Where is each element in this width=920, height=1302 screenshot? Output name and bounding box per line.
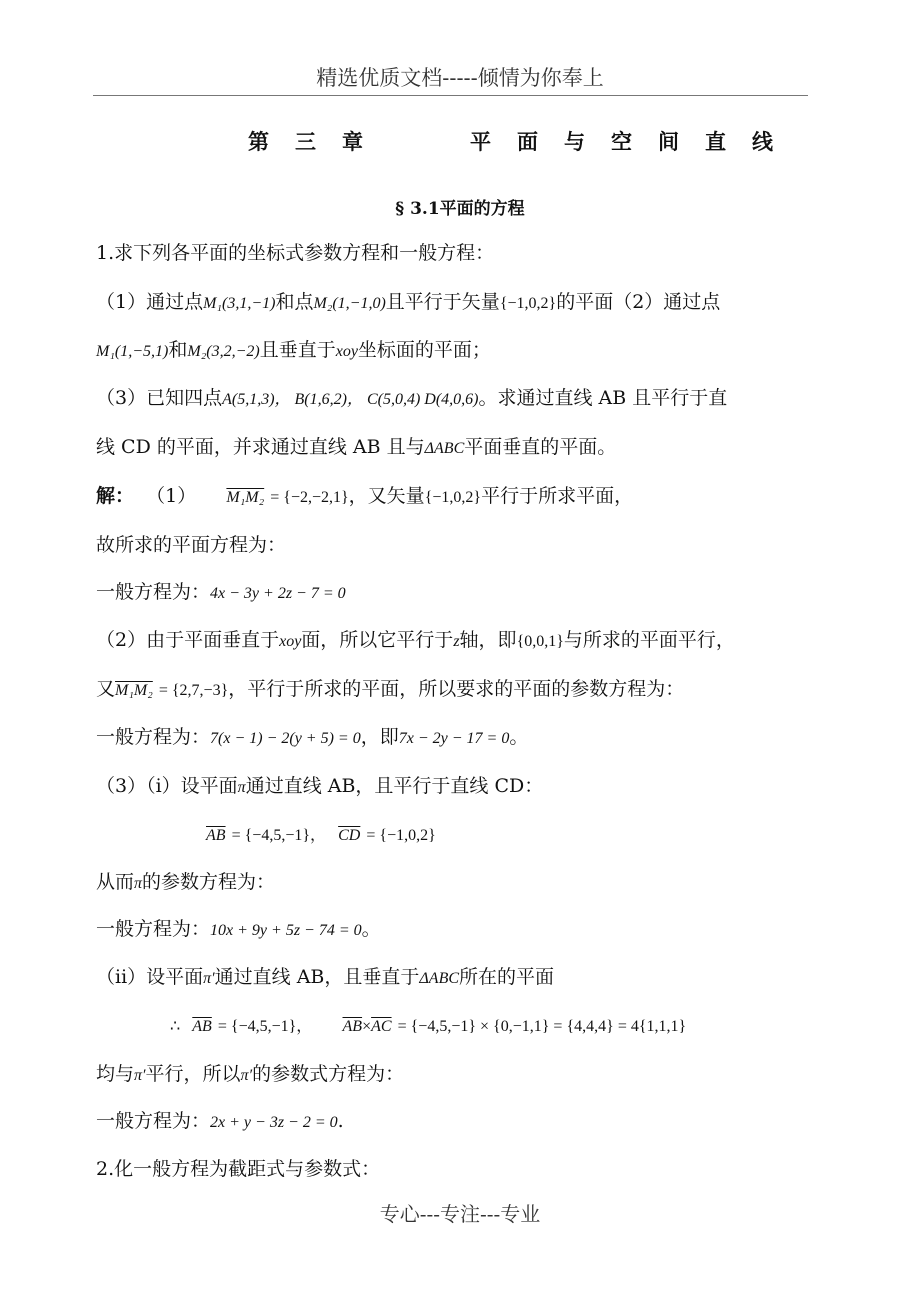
- problem-1-part-3-cont: 线 CD 的平面，并求通过直线 AB 且与ΔABC平面垂直的平面。: [96, 436, 617, 458]
- solution-3-vectors: $\overline{AB} = \{-4,5,-1\}$， $\overline{CD} = \{-1,0,2\}$: [206, 827, 436, 844]
- page-footer: 专心---专注---专业: [379, 1202, 541, 1226]
- solution-4-param-label: 均与π′平行，所以π′的参数式方程为：: [96, 1063, 405, 1085]
- solution-2-line-1: （2）由于平面垂直于xoy面，所以它平行于z轴，即{0,0,1}与所求的平面平行，: [96, 629, 735, 651]
- solution-4-cross-product: ∴ $\overline{AB} = \{-4,5,-1\}$， $\overline{AB}\times\overline{AC} = \{-4,5,-1\} \times \{0,-1,1\} = \{4,4,4\} = 4\{1,1,1\}$: [170, 1018, 687, 1035]
- page-header: 精选优质文档-----倾情为你奉上: [316, 66, 604, 90]
- section-title: § 3.1平面的方程: [395, 199, 525, 219]
- solution-1-line: 解： （1） M₁M₂ = {−2,−2,1}，又矢量{−1,0,2}平行于所求平面，: [96, 485, 634, 507]
- header-rule: [93, 95, 808, 96]
- problem-2-title: 2.化一般方程为截距式与参数式：: [96, 1158, 381, 1180]
- solution-3-general-eq: 一般方程为：10x + 9y + 5z − 74 = 0。: [96, 918, 381, 940]
- problem-1-title: 1.求下列各平面的坐标式参数方程和一般方程：: [96, 242, 495, 264]
- chapter-number: 第三章: [248, 129, 389, 154]
- solution-1-plane-eq-label: 故所求的平面方程为：: [96, 534, 287, 556]
- solution-3-param-label: 从而π的参数方程为：: [96, 871, 276, 893]
- problem-1-part-3: （3）已知四点A(5,1,3)， B(1,6,2)， C(5,0,4) D(4,0,6)。求通过直线 AB 且平行于直: [96, 387, 728, 409]
- problem-1-part-2: M₁(1,−5,1)和M₂(3,2,−2)且垂直于xoy坐标面的平面；: [96, 339, 491, 361]
- problem-1-part-1: （1）通过点M₁(3,1,−1)和点M₂(1,−1,0)且平行于矢量{−1,0,2}的平面（2）通过点: [96, 291, 721, 313]
- solution-2-line-2: 又M₁M₂ = {2,7,−3}，平行于所求的平面，所以要求的平面的参数方程为：: [96, 678, 685, 700]
- solution-3-line-1: （3）（ⅰ）设平面π通过直线 AB，且平行于直线 CD：: [96, 775, 544, 797]
- solution-1-general-eq: 一般方程为：4x − 3y + 2z − 7 = 0: [96, 581, 346, 603]
- solution-4-general-eq: 一般方程为：2x + y − 3z − 2 = 0.: [96, 1110, 344, 1132]
- solution-4-line-1: （ⅱ）设平面π′通过直线 AB，且垂直于ΔABC所在的平面: [96, 966, 555, 988]
- chapter-title: 平面与空间直线: [470, 129, 799, 154]
- solution-2-general-eq: 一般方程为：7(x − 1) − 2(y + 5) = 0，即7x − 2y − 17 = 0。: [96, 726, 529, 748]
